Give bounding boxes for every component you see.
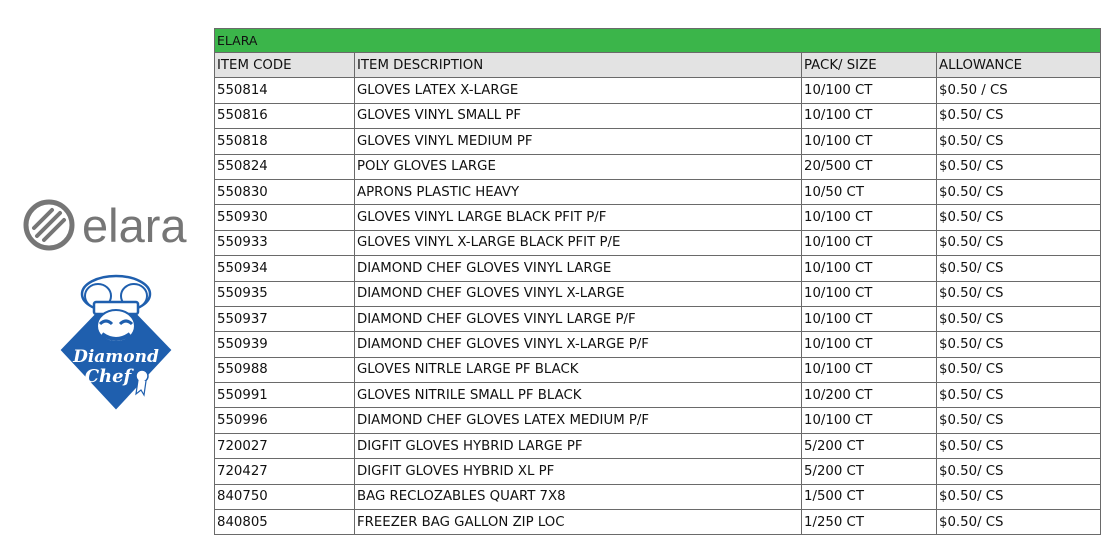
allowance-cell: $0.50 / CS: [937, 78, 1101, 103]
table-row: [215, 281, 1101, 306]
allowance-cell: $0.50/ CS: [937, 154, 1101, 179]
allowance-cell: $0.50/ CS: [937, 459, 1101, 484]
item-code-cell: 550816: [215, 103, 355, 128]
item-code-cell: 720027: [215, 433, 355, 458]
table-row: [215, 510, 1101, 535]
table-title-row: [215, 29, 1101, 53]
item-code-cell: 550939: [215, 332, 355, 357]
item-code-cell: 550830: [215, 179, 355, 204]
table-row: [215, 78, 1101, 103]
table-row: [215, 332, 1101, 357]
pack-size-cell: 10/100 CT: [802, 230, 937, 255]
pack-size-cell: 1/250 CT: [802, 510, 937, 535]
column-header: ITEM DESCRIPTION: [355, 53, 802, 78]
table-row: [215, 256, 1101, 281]
table-row: [215, 408, 1101, 433]
item-code-cell: 550935: [215, 281, 355, 306]
table-row: [215, 459, 1101, 484]
column-header: ITEM CODE: [215, 53, 355, 78]
pack-size-cell: 10/100 CT: [802, 129, 937, 154]
item-code-cell: 550930: [215, 205, 355, 230]
pack-size-cell: 5/200 CT: [802, 459, 937, 484]
item-description-cell: GLOVES NITRLE LARGE PF BLACK: [355, 357, 802, 382]
item-description-cell: POLY GLOVES LARGE: [355, 154, 802, 179]
item-description-cell: APRONS PLASTIC HEAVY: [355, 179, 802, 204]
column-header: PACK/ SIZE: [802, 53, 937, 78]
chef-hat-icon: [82, 276, 150, 314]
allowance-cell: $0.50/ CS: [937, 179, 1101, 204]
item-code-cell: 840750: [215, 484, 355, 509]
allowance-cell: $0.50/ CS: [937, 205, 1101, 230]
table-row: [215, 154, 1101, 179]
table-header-row: [215, 53, 1101, 78]
item-description-cell: DIAMOND CHEF GLOVES VINYL X-LARGE P/F: [355, 332, 802, 357]
pack-size-cell: 10/200 CT: [802, 383, 937, 408]
pack-size-cell: 10/100 CT: [802, 306, 937, 331]
chef-face-icon: [97, 310, 135, 342]
item-code-cell: 550934: [215, 256, 355, 281]
allowance-cell: $0.50/ CS: [937, 357, 1101, 382]
item-description-cell: GLOVES LATEX X-LARGE: [355, 78, 802, 103]
pack-size-cell: 10/100 CT: [802, 78, 937, 103]
table-row: [215, 484, 1101, 509]
elara-logo: [22, 196, 204, 254]
allowance-cell: $0.50/ CS: [937, 129, 1101, 154]
pack-size-cell: 1/500 CT: [802, 484, 937, 509]
item-description-cell: GLOVES VINYL MEDIUM PF: [355, 129, 802, 154]
item-description-cell: GLOVES VINYL X-LARGE BLACK PFIT P/E: [355, 230, 802, 255]
item-description-cell: GLOVES NITRILE SMALL PF BLACK: [355, 383, 802, 408]
column-header: ALLOWANCE: [937, 53, 1101, 78]
item-description-cell: BAG RECLOZABLES QUART 7X8: [355, 484, 802, 509]
chef-logo-line2: Chef: [84, 366, 132, 387]
item-description-cell: DIAMOND CHEF GLOVES VINYL LARGE P/F: [355, 306, 802, 331]
allowance-cell: $0.50/ CS: [937, 484, 1101, 509]
allowance-cell: $0.50/ CS: [937, 383, 1101, 408]
allowance-cell: $0.50/ CS: [937, 306, 1101, 331]
item-code-cell: 550818: [215, 129, 355, 154]
item-description-cell: DIGFIT GLOVES HYBRID LARGE PF: [355, 433, 802, 458]
item-description-cell: GLOVES VINYL LARGE BLACK PFIT P/F: [355, 205, 802, 230]
allowance-cell: $0.50/ CS: [937, 281, 1101, 306]
table-row: [215, 205, 1101, 230]
table-row: [215, 230, 1101, 255]
table-row: [215, 306, 1101, 331]
table-row: [215, 433, 1101, 458]
item-code-cell: 720427: [215, 459, 355, 484]
item-code-cell: 550991: [215, 383, 355, 408]
item-code-cell: 840805: [215, 510, 355, 535]
table-title: ELARA: [215, 29, 1101, 53]
item-code-cell: 550937: [215, 306, 355, 331]
item-code-cell: 550988: [215, 357, 355, 382]
item-code-cell: 550814: [215, 78, 355, 103]
elara-mark-icon: [22, 198, 76, 252]
pack-size-cell: 10/50 CT: [802, 179, 937, 204]
elara-wordmark: elara: [82, 198, 187, 252]
allowance-cell: $0.50/ CS: [937, 230, 1101, 255]
item-description-cell: DIAMOND CHEF GLOVES LATEX MEDIUM P/F: [355, 408, 802, 433]
pack-size-cell: 10/100 CT: [802, 281, 937, 306]
diamond-chef-logo: [56, 272, 176, 412]
table-row: [215, 103, 1101, 128]
pack-size-cell: 5/200 CT: [802, 433, 937, 458]
pack-size-cell: 10/100 CT: [802, 332, 937, 357]
item-description-cell: DIGFIT GLOVES HYBRID XL PF: [355, 459, 802, 484]
pack-size-cell: 10/100 CT: [802, 408, 937, 433]
allowance-cell: $0.50/ CS: [937, 103, 1101, 128]
pack-size-cell: 10/100 CT: [802, 256, 937, 281]
ribbon-icon: [136, 370, 148, 395]
pack-size-cell: 10/100 CT: [802, 205, 937, 230]
allowance-cell: $0.50/ CS: [937, 433, 1101, 458]
chef-logo-line1: Diamond: [73, 347, 159, 367]
item-description-cell: DIAMOND CHEF GLOVES VINYL X-LARGE: [355, 281, 802, 306]
table-row: [215, 179, 1101, 204]
allowance-cell: $0.50/ CS: [937, 256, 1101, 281]
pack-size-cell: 10/100 CT: [802, 357, 937, 382]
pack-size-cell: 10/100 CT: [802, 103, 937, 128]
item-description-cell: FREEZER BAG GALLON ZIP LOC: [355, 510, 802, 535]
table-row: [215, 357, 1101, 382]
allowance-table: [214, 28, 1101, 535]
table-row: [215, 129, 1101, 154]
pack-size-cell: 20/500 CT: [802, 154, 937, 179]
item-code-cell: 550824: [215, 154, 355, 179]
item-description-cell: DIAMOND CHEF GLOVES VINYL LARGE: [355, 256, 802, 281]
allowance-cell: $0.50/ CS: [937, 510, 1101, 535]
table-row: [215, 383, 1101, 408]
item-code-cell: 550996: [215, 408, 355, 433]
allowance-cell: $0.50/ CS: [937, 408, 1101, 433]
item-description-cell: GLOVES VINYL SMALL PF: [355, 103, 802, 128]
item-code-cell: 550933: [215, 230, 355, 255]
allowance-cell: $0.50/ CS: [937, 332, 1101, 357]
